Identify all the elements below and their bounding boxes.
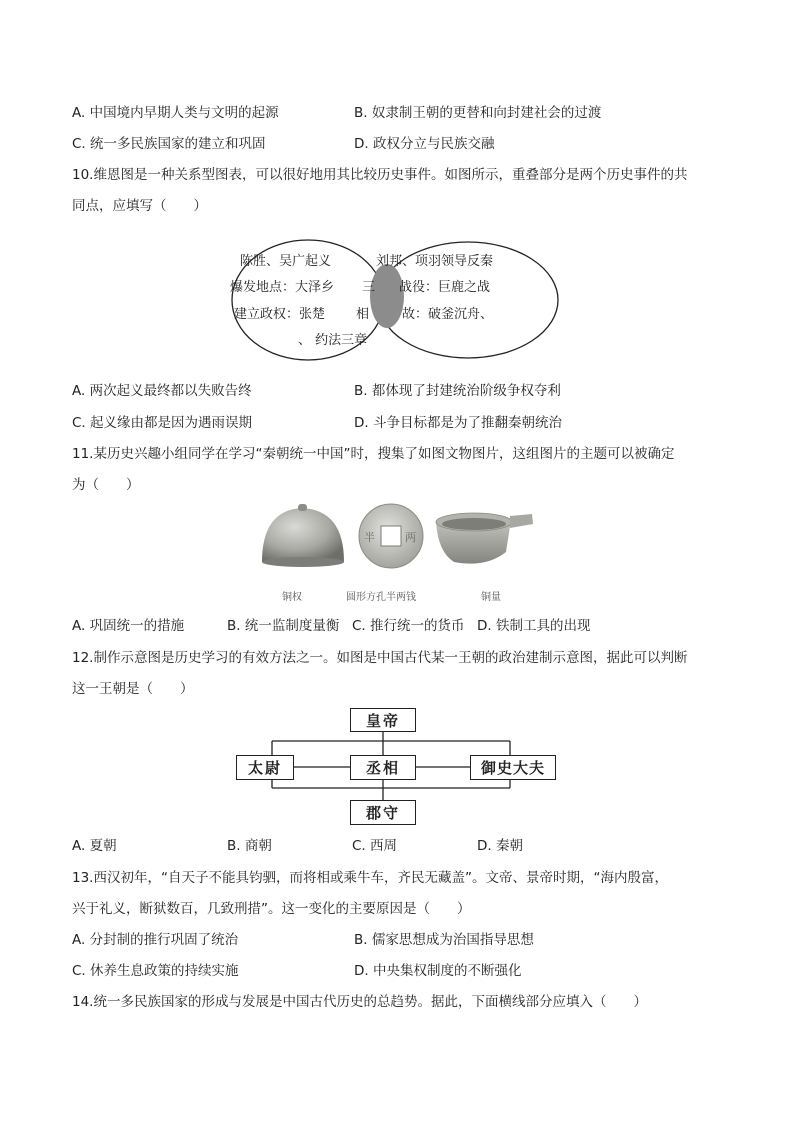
caption-bronze-weight: 铜权 bbox=[282, 592, 302, 603]
q13-stem-line1: 13.西汉初年，“自天子不能具钧驷，而将相或乘牛车，齐民无藏盖”。文帝、景帝时期，“海内殷富， bbox=[72, 870, 668, 886]
venn-left-line4: 、 约法三章 bbox=[298, 333, 368, 348]
artifact-photos bbox=[256, 500, 546, 604]
venn-right-line1: 刘邦、项羽领导反秦 bbox=[376, 254, 494, 269]
q13-option-c: C. 休养生息政策的持续实施 bbox=[72, 963, 239, 979]
venn-diagram bbox=[228, 236, 568, 368]
box-emperor: 皇帝 bbox=[350, 708, 416, 732]
q13-option-a: A. 分封制的推行巩固了统治 bbox=[72, 932, 239, 948]
venn-fragment-1: 三 bbox=[362, 280, 376, 295]
q11-option-d: D. 铁制工具的出现 bbox=[477, 618, 591, 634]
q13-option-b: B. 儒家思想成为治国指导思想 bbox=[354, 932, 534, 948]
box-junshou: 郡守 bbox=[350, 800, 416, 825]
box-taiwei: 太尉 bbox=[236, 755, 294, 780]
q11-option-c: C. 推行统一的货币 bbox=[352, 618, 465, 634]
caption-bronze-measure: 铜量 bbox=[481, 592, 501, 603]
q12-stem-line2: 这一王朝是（ ） bbox=[72, 681, 194, 697]
q10-option-b: B. 都体现了封建统治阶级争权夺利 bbox=[354, 383, 561, 399]
q11-stem-line2: 为（ ） bbox=[72, 477, 140, 493]
venn-fragment-2: 相 bbox=[356, 307, 370, 322]
banliang-coin-image bbox=[359, 504, 423, 568]
q12-option-c: C. 西周 bbox=[352, 838, 398, 854]
q10-stem-line2: 同点，应填写（ ） bbox=[72, 198, 207, 214]
q12-stem-line1: 12.制作示意图是历史学习的有效方法之一。如图是中国古代某一王朝的政治建制示意图，据此可以判断 bbox=[72, 650, 688, 666]
venn-left-line2: 爆发地点：大泽乡 bbox=[230, 280, 335, 295]
q13-option-d: D. 中央集权制度的不断强化 bbox=[354, 963, 522, 979]
box-yushi-dafu: 御史大夫 bbox=[470, 755, 556, 780]
q12-option-a: A. 夏朝 bbox=[72, 838, 117, 854]
venn-left-line1: 陈胜、吴广起义 bbox=[240, 254, 332, 269]
q10-option-d: D. 斗争目标都是为了推翻秦朝统治 bbox=[354, 415, 562, 431]
svg-text:两: 两 bbox=[405, 531, 416, 544]
political-structure-diagram bbox=[234, 706, 560, 826]
svg-text:半: 半 bbox=[364, 531, 375, 544]
venn-right-line3: 故：破釜沉舟、 bbox=[402, 307, 494, 322]
bronze-measure-image bbox=[436, 513, 533, 564]
q9-option-d: D. 政权分立与民族交融 bbox=[354, 136, 495, 152]
q10-option-a: A. 两次起义最终都以失败告终 bbox=[72, 383, 252, 399]
venn-left-line3: 建立政权：张楚 bbox=[234, 307, 326, 322]
box-chancellor: 丞相 bbox=[350, 755, 416, 780]
q9-option-b: B. 奴隶制王朝的更替和向封建社会的过渡 bbox=[354, 105, 602, 121]
bronze-weight-image bbox=[262, 504, 344, 567]
q12-option-b: B. 商朝 bbox=[227, 838, 272, 854]
venn-right-line2: 战役：巨鹿之战 bbox=[399, 280, 491, 295]
q12-option-d: D. 秦朝 bbox=[477, 838, 523, 854]
q13-stem-line2: 兴于礼义，断狱数百，几致刑措”。这一变化的主要原因是（ ） bbox=[72, 901, 471, 917]
q10-stem-line1: 10.维恩图是一种关系型图表，可以很好地用其比较历史事件。如图所示，重叠部分是两个历史事件的共 bbox=[72, 167, 688, 183]
q11-stem-line1: 11.某历史兴趣小组同学在学习“秦朝统一中国”时，搜集了如图文物图片，这组图片的主题可以被确定 bbox=[72, 446, 675, 462]
caption-coin: 圆形方孔半两钱 bbox=[346, 592, 416, 603]
venn-overlap-blot bbox=[370, 264, 404, 328]
q9-option-c: C. 统一多民族国家的建立和巩固 bbox=[72, 136, 266, 152]
q14-stem-line1: 14.统一多民族国家的形成与发展是中国古代历史的总趋势。据此，下面横线部分应填入（ ） bbox=[72, 994, 647, 1010]
q11-option-b: B. 统一监制度量衡 bbox=[227, 618, 340, 634]
q10-option-c: C. 起义缘由都是因为遇雨误期 bbox=[72, 415, 253, 431]
q11-option-a: A. 巩固统一的措施 bbox=[72, 618, 185, 634]
q9-option-a: A. 中国境内早期人类与文明的起源 bbox=[72, 105, 279, 121]
